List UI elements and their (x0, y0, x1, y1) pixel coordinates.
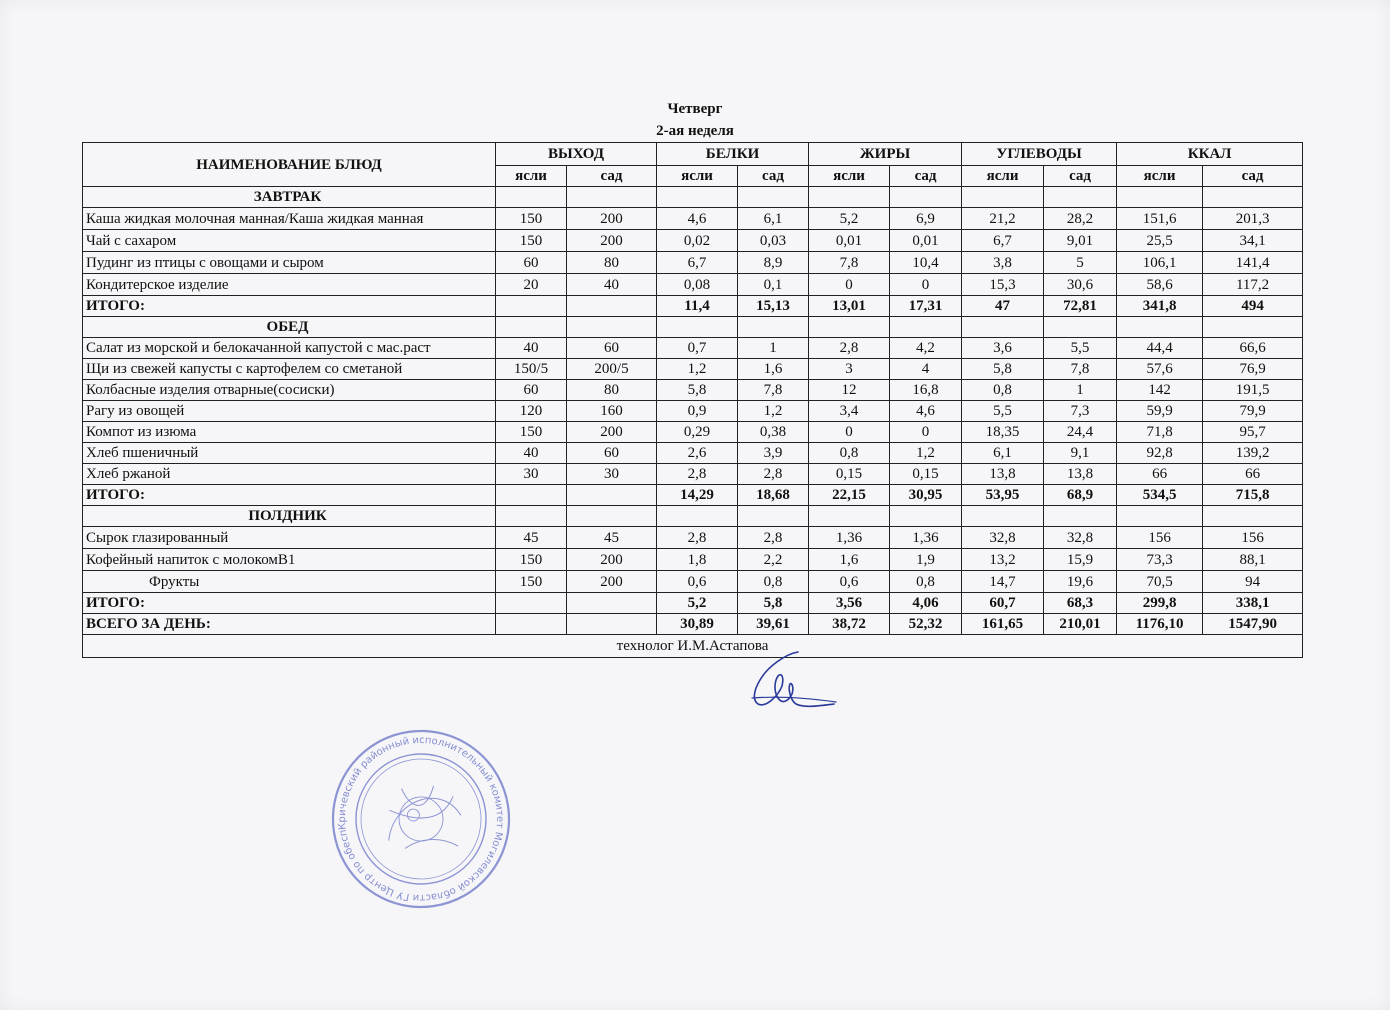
value-cell: 76,9 (1203, 359, 1303, 380)
value-cell: 38,72 (809, 614, 890, 635)
value-cell: 0,01 (809, 230, 890, 252)
col-header-output: ВЫХОД (496, 143, 657, 166)
dish-name: Чай с сахаром (83, 230, 496, 252)
value-cell: 34,1 (1203, 230, 1303, 252)
subheader-kindergarten: сад (1203, 166, 1303, 187)
value-cell: 200 (567, 422, 657, 443)
table-row (83, 571, 1303, 593)
value-cell: 3 (809, 359, 890, 380)
value-cell: 28,2 (1044, 208, 1117, 230)
value-cell: 0,6 (657, 571, 738, 593)
value-cell: 0 (809, 274, 890, 296)
value-cell: 44,4 (1117, 338, 1203, 359)
value-cell: 15,9 (1044, 549, 1117, 571)
empty-cell (890, 317, 962, 338)
value-cell (496, 296, 567, 317)
value-cell: 9,01 (1044, 230, 1117, 252)
value-cell: 5,2 (657, 593, 738, 614)
table-row (83, 208, 1303, 230)
value-cell: 40 (567, 274, 657, 296)
empty-cell (1117, 187, 1203, 208)
value-cell: 0,08 (657, 274, 738, 296)
official-stamp (326, 726, 516, 912)
value-cell: 53,95 (962, 485, 1044, 506)
dish-name: Пудинг из птицы с овощами и сыром (83, 252, 496, 274)
dish-name: Колбасные изделия отварные(сосиски) (83, 380, 496, 401)
empty-cell (496, 187, 567, 208)
value-cell: 5,5 (962, 401, 1044, 422)
empty-cell (738, 187, 809, 208)
value-cell: 14,7 (962, 571, 1044, 593)
value-cell: 6,1 (962, 443, 1044, 464)
table-row (83, 359, 1303, 380)
dish-name: Щи из свежей капусты с картофелем со сметаной (83, 359, 496, 380)
grand-total-label: ВСЕГО ЗА ДЕНЬ: (83, 614, 496, 635)
value-cell: 2,8 (738, 527, 809, 549)
value-cell: 494 (1203, 296, 1303, 317)
total-label: ИТОГО: (83, 593, 496, 614)
value-cell: 141,4 (1203, 252, 1303, 274)
value-cell: 13,8 (1044, 464, 1117, 485)
value-cell: 4 (890, 359, 962, 380)
dish-name: Компот из изюма (83, 422, 496, 443)
value-cell: 0 (890, 422, 962, 443)
menu-body (83, 187, 1303, 658)
value-cell: 715,8 (1203, 485, 1303, 506)
section-row (83, 317, 1303, 338)
value-cell: 200/5 (567, 359, 657, 380)
value-cell: 17,31 (890, 296, 962, 317)
value-cell: 0,8 (738, 571, 809, 593)
value-cell: 0,8 (962, 380, 1044, 401)
value-cell: 1547,90 (1203, 614, 1303, 635)
value-cell: 80 (567, 252, 657, 274)
value-cell: 18,68 (738, 485, 809, 506)
value-cell: 161,65 (962, 614, 1044, 635)
empty-cell (567, 506, 657, 527)
empty-cell (567, 187, 657, 208)
signature (748, 648, 840, 710)
value-cell: 18,35 (962, 422, 1044, 443)
value-cell: 8,9 (738, 252, 809, 274)
value-cell: 1,2 (738, 401, 809, 422)
value-cell: 58,6 (1117, 274, 1203, 296)
value-cell: 5,2 (809, 208, 890, 230)
value-cell: 0 (809, 422, 890, 443)
value-cell: 3,6 (962, 338, 1044, 359)
value-cell: 13,01 (809, 296, 890, 317)
value-cell (567, 614, 657, 635)
value-cell: 2,8 (657, 527, 738, 549)
section-row (83, 187, 1303, 208)
value-cell: 40 (496, 443, 567, 464)
total-label: ИТОГО: (83, 485, 496, 506)
value-cell: 52,32 (890, 614, 962, 635)
value-cell: 79,9 (1203, 401, 1303, 422)
dish-name: Хлеб ржаной (83, 464, 496, 485)
value-cell: 0,01 (890, 230, 962, 252)
value-cell: 60 (567, 443, 657, 464)
value-cell: 95,7 (1203, 422, 1303, 443)
value-cell: 32,8 (1044, 527, 1117, 549)
empty-cell (809, 506, 890, 527)
value-cell: 66,6 (1203, 338, 1303, 359)
value-cell: 1,8 (657, 549, 738, 571)
empty-cell (657, 317, 738, 338)
value-cell: 7,8 (1044, 359, 1117, 380)
value-cell: 1,6 (809, 549, 890, 571)
value-cell: 142 (1117, 380, 1203, 401)
subheader-kindergarten: сад (738, 166, 809, 187)
value-cell: 150 (496, 230, 567, 252)
value-cell: 210,01 (1044, 614, 1117, 635)
value-cell: 32,8 (962, 527, 1044, 549)
value-cell: 88,1 (1203, 549, 1303, 571)
value-cell: 191,5 (1203, 380, 1303, 401)
value-cell: 0,6 (809, 571, 890, 593)
value-cell: 25,5 (1117, 230, 1203, 252)
dish-name: Кондитерское изделие (83, 274, 496, 296)
empty-cell (962, 187, 1044, 208)
value-cell (567, 485, 657, 506)
value-cell: 299,8 (1117, 593, 1203, 614)
value-cell: 11,4 (657, 296, 738, 317)
value-cell: 30,95 (890, 485, 962, 506)
footer-row (83, 635, 1303, 658)
empty-cell (1203, 317, 1303, 338)
value-cell: 201,3 (1203, 208, 1303, 230)
empty-cell (890, 506, 962, 527)
value-cell: 0,03 (738, 230, 809, 252)
value-cell: 120 (496, 401, 567, 422)
value-cell: 6,1 (738, 208, 809, 230)
value-cell: 2,8 (657, 464, 738, 485)
table-row (83, 338, 1303, 359)
value-cell: 59,9 (1117, 401, 1203, 422)
col-header-name: НАИМЕНОВАНИЕ БЛЮД (83, 143, 496, 187)
value-cell: 534,5 (1117, 485, 1203, 506)
empty-cell (657, 187, 738, 208)
value-cell: 1,6 (738, 359, 809, 380)
empty-cell (657, 506, 738, 527)
subheader-kindergarten: сад (567, 166, 657, 187)
empty-cell (1203, 187, 1303, 208)
table-row (83, 274, 1303, 296)
value-cell: 0,7 (657, 338, 738, 359)
grand-total-row (83, 614, 1303, 635)
empty-cell (738, 317, 809, 338)
table-row (83, 527, 1303, 549)
table-row (83, 464, 1303, 485)
value-cell: 2,2 (738, 549, 809, 571)
value-cell: 139,2 (1203, 443, 1303, 464)
table-row (83, 252, 1303, 274)
value-cell: 15,13 (738, 296, 809, 317)
value-cell: 92,8 (1117, 443, 1203, 464)
value-cell: 1,2 (657, 359, 738, 380)
dish-name: Салат из морской и белокачанной капустой с мас.раст (83, 338, 496, 359)
value-cell: 30 (567, 464, 657, 485)
section-title: ПОЛДНИК (83, 506, 496, 527)
empty-cell (1117, 317, 1203, 338)
subheader-nursery: ясли (657, 166, 738, 187)
value-cell: 5,5 (1044, 338, 1117, 359)
value-cell: 1,36 (890, 527, 962, 549)
value-cell: 150 (496, 208, 567, 230)
empty-cell (1044, 506, 1117, 527)
value-cell: 151,6 (1117, 208, 1203, 230)
value-cell: 60 (496, 380, 567, 401)
value-cell: 4,6 (657, 208, 738, 230)
table-row (83, 380, 1303, 401)
value-cell: 1176,10 (1117, 614, 1203, 635)
value-cell: 2,6 (657, 443, 738, 464)
table-row (83, 443, 1303, 464)
value-cell: 3,9 (738, 443, 809, 464)
value-cell: 4,06 (890, 593, 962, 614)
day-heading: Четверг (667, 101, 723, 117)
value-cell: 2,8 (738, 464, 809, 485)
value-cell: 0,15 (809, 464, 890, 485)
value-cell: 150 (496, 571, 567, 593)
value-cell: 20 (496, 274, 567, 296)
value-cell (496, 593, 567, 614)
col-header-carbs: УГЛЕВОДЫ (962, 143, 1117, 166)
value-cell: 0,1 (738, 274, 809, 296)
table-row (83, 549, 1303, 571)
value-cell: 4,6 (890, 401, 962, 422)
value-cell (567, 593, 657, 614)
value-cell: 0,02 (657, 230, 738, 252)
empty-cell (1044, 317, 1117, 338)
dish-name: Сырок глазированный (83, 527, 496, 549)
value-cell: 156 (1203, 527, 1303, 549)
empty-cell (496, 317, 567, 338)
value-cell: 150/5 (496, 359, 567, 380)
value-cell: 66 (1203, 464, 1303, 485)
value-cell: 200 (567, 208, 657, 230)
value-cell: 13,2 (962, 549, 1044, 571)
value-cell: 338,1 (1203, 593, 1303, 614)
value-cell: 10,4 (890, 252, 962, 274)
value-cell: 7,3 (1044, 401, 1117, 422)
value-cell: 5,8 (738, 593, 809, 614)
value-cell: 4,2 (890, 338, 962, 359)
menu-table (82, 142, 1303, 658)
value-cell: 60 (567, 338, 657, 359)
subheader-nursery: ясли (1117, 166, 1203, 187)
value-cell: 13,8 (962, 464, 1044, 485)
value-cell: 5,8 (962, 359, 1044, 380)
subheader-nursery: ясли (496, 166, 567, 187)
col-header-fat: ЖИРЫ (809, 143, 962, 166)
value-cell: 66 (1117, 464, 1203, 485)
dish-name: Фрукты (83, 571, 496, 593)
value-cell: 150 (496, 422, 567, 443)
subheader-kindergarten: сад (890, 166, 962, 187)
value-cell: 0,8 (809, 443, 890, 464)
value-cell: 0,38 (738, 422, 809, 443)
value-cell: 2,8 (809, 338, 890, 359)
value-cell: 68,9 (1044, 485, 1117, 506)
value-cell: 1 (1044, 380, 1117, 401)
empty-cell (738, 506, 809, 527)
value-cell: 73,3 (1117, 549, 1203, 571)
empty-cell (809, 187, 890, 208)
section-title: ЗАВТРАК (83, 187, 496, 208)
value-cell: 19,6 (1044, 571, 1117, 593)
value-cell: 5 (1044, 252, 1117, 274)
section-row (83, 506, 1303, 527)
table-row (83, 401, 1303, 422)
technologist-signature-line: технолог И.М.Астапова (83, 635, 1303, 658)
week-heading: 2-ая неделя (656, 123, 734, 139)
value-cell: 9,1 (1044, 443, 1117, 464)
value-cell (567, 296, 657, 317)
value-cell: 24,4 (1044, 422, 1117, 443)
value-cell: 200 (567, 549, 657, 571)
value-cell: 94 (1203, 571, 1303, 593)
subheader-nursery: ясли (809, 166, 890, 187)
value-cell: 6,7 (657, 252, 738, 274)
dish-name: Каша жидкая молочная манная/Каша жидкая манная (83, 208, 496, 230)
value-cell: 1,9 (890, 549, 962, 571)
value-cell: 150 (496, 549, 567, 571)
value-cell: 16,8 (890, 380, 962, 401)
value-cell: 0,9 (657, 401, 738, 422)
value-cell: 106,1 (1117, 252, 1203, 274)
value-cell: 14,29 (657, 485, 738, 506)
dish-name: Хлеб пшеничный (83, 443, 496, 464)
value-cell: 57,6 (1117, 359, 1203, 380)
empty-cell (890, 187, 962, 208)
value-cell: 68,3 (1044, 593, 1117, 614)
col-header-kcal: ККАЛ (1117, 143, 1303, 166)
value-cell: 21,2 (962, 208, 1044, 230)
value-cell: 0,15 (890, 464, 962, 485)
value-cell: 160 (567, 401, 657, 422)
value-cell: 80 (567, 380, 657, 401)
section-total-row (83, 296, 1303, 317)
value-cell: 40 (496, 338, 567, 359)
value-cell: 45 (496, 527, 567, 549)
table-row (83, 422, 1303, 443)
value-cell: 0,8 (890, 571, 962, 593)
value-cell: 7,8 (809, 252, 890, 274)
value-cell: 7,8 (738, 380, 809, 401)
value-cell: 200 (567, 571, 657, 593)
value-cell: 47 (962, 296, 1044, 317)
section-title: ОБЕД (83, 317, 496, 338)
value-cell: 3,56 (809, 593, 890, 614)
value-cell: 60,7 (962, 593, 1044, 614)
value-cell: 6,9 (890, 208, 962, 230)
value-cell: 3,4 (809, 401, 890, 422)
empty-cell (962, 506, 1044, 527)
svg-text:Кричевский районный исполнител: Кричевский районный исполнительный комитет Могилевской области ГУ Центр по обеспечению (336, 734, 506, 904)
value-cell: 200 (567, 230, 657, 252)
empty-cell (567, 317, 657, 338)
header-row-groups (83, 143, 1303, 166)
value-cell: 1,36 (809, 527, 890, 549)
value-cell: 341,8 (1117, 296, 1203, 317)
empty-cell (962, 317, 1044, 338)
value-cell: 22,15 (809, 485, 890, 506)
section-total-row (83, 593, 1303, 614)
empty-cell (1203, 506, 1303, 527)
value-cell: 156 (1117, 527, 1203, 549)
dish-name: Рагу из овощей (83, 401, 496, 422)
value-cell: 15,3 (962, 274, 1044, 296)
section-total-row (83, 485, 1303, 506)
value-cell: 72,81 (1044, 296, 1117, 317)
value-cell: 30,6 (1044, 274, 1117, 296)
value-cell: 0 (890, 274, 962, 296)
value-cell: 6,7 (962, 230, 1044, 252)
value-cell (496, 614, 567, 635)
value-cell: 1 (738, 338, 809, 359)
value-cell: 3,8 (962, 252, 1044, 274)
value-cell: 30,89 (657, 614, 738, 635)
value-cell: 45 (567, 527, 657, 549)
empty-cell (1044, 187, 1117, 208)
subheader-nursery: ясли (962, 166, 1044, 187)
dish-name: Кофейный напиток с молокомВ1 (83, 549, 496, 571)
value-cell (496, 485, 567, 506)
value-cell: 70,5 (1117, 571, 1203, 593)
value-cell: 0,29 (657, 422, 738, 443)
col-header-protein: БЕЛКИ (657, 143, 809, 166)
empty-cell (1117, 506, 1203, 527)
value-cell: 60 (496, 252, 567, 274)
table-row (83, 230, 1303, 252)
value-cell: 71,8 (1117, 422, 1203, 443)
value-cell: 12 (809, 380, 890, 401)
empty-cell (496, 506, 567, 527)
value-cell: 5,8 (657, 380, 738, 401)
value-cell: 117,2 (1203, 274, 1303, 296)
total-label: ИТОГО: (83, 296, 496, 317)
value-cell: 39,61 (738, 614, 809, 635)
empty-cell (809, 317, 890, 338)
value-cell: 1,2 (890, 443, 962, 464)
subheader-kindergarten: сад (1044, 166, 1117, 187)
value-cell: 30 (496, 464, 567, 485)
